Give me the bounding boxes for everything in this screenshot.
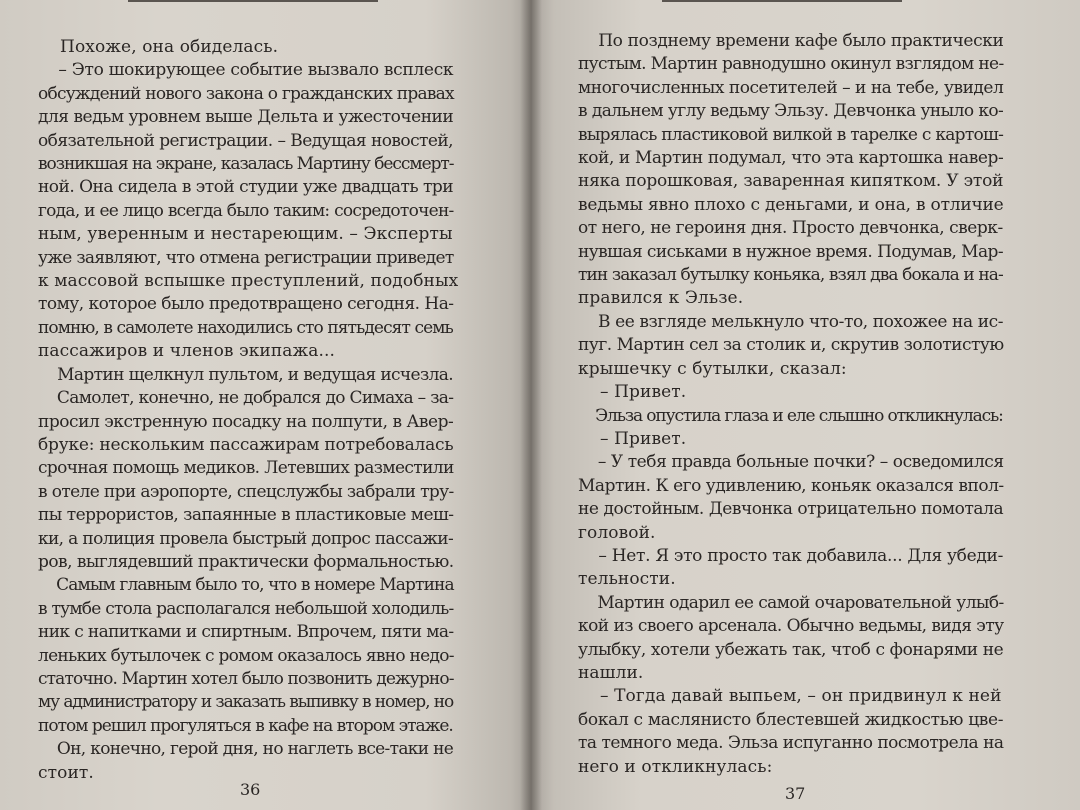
text-line: вырялась пластиковой вилкой в тарелке с картош- [578,124,1004,145]
text-line: к массовой вспышке преступлений, подобных [38,271,459,292]
text-line: ки, а полиция провела быстрый допрос пассажи- [38,528,454,549]
text-line: няка порошковая, заваренная кипятком. У этой [578,171,1004,192]
text-line: уже заявляют, что отмена регистрации приведет [38,247,454,268]
text-line: кой, и Мартин подумал, что эта картошка навер- [578,148,1004,169]
text-line: крышечку с бутылки, сказал: [578,358,847,379]
text-line: ным, уверенным и нестареющим. – Эксперты [38,224,453,245]
text-line: помню, в самолете находились сто пятьдесят семь [38,317,453,338]
text-line: пуг. Мартин сел за столик и, скрутив золотистую [578,335,1004,356]
text-line: – Тогда давай выпьем, – он придвинул к ней [578,686,1002,707]
text-line: леньких бутылочек с ромом оказалось явно недо- [38,645,454,666]
text-line: По позднему времени кафе было практически [578,31,1004,51]
top-rule-right [662,0,902,2]
text-line: многочисленных посетителей – и на тебе, увидел [578,77,1004,98]
text-line: в отеле при аэропорте, спецслужбы забрали тру- [38,481,454,502]
page-number-left: 36 [240,780,261,799]
text-line: му администратору и заказать выпивку в номер, но [38,692,454,713]
text-line: возникшая на экране, казалась Мартину бессмерт- [38,154,454,175]
text-line: кой из своего арсенала. Обычно ведьмы, видя эту [578,616,1004,637]
text-line: обязательной регистрации. – Ведущая новостей, [38,130,454,151]
left-page [0,0,532,810]
text-line: Эльза опустила глаза и еле слышно откликнулась: [578,405,1003,426]
text-line: тому, которое было предотвращено сегодня. На- [38,294,454,315]
text-line: срочная помощь медиков. Летевших разместили [38,458,454,479]
text-line: пустым. Мартин равнодушно окинул взглядом не- [578,54,1004,75]
right-page [532,0,1080,810]
text-line: нашли. [578,662,644,683]
text-line: просил экстренную посадку на полпути, в Авер- [38,411,454,432]
text-line: ров, выглядевший практически формальностью. [38,551,454,572]
text-line: головой. [578,522,656,543]
right-page-text [578,30,1008,779]
text-line: Похоже, она обиделась. [38,37,279,57]
text-line: обсуждений нового закона о гражданских правах [38,83,454,104]
text-line: года, и ее лицо всегда было таким: сосредоточен- [38,200,454,221]
top-rule-left [128,0,378,2]
text-line: – У тебя правда больные почки? – осведомился [578,452,1004,473]
text-line: правился к Эльзе. [578,288,744,309]
text-line: – Это шокирующее событие вызвало всплеск [38,60,454,81]
text-line: нувшая сиськами в нужное время. Подумав, Мар- [578,241,1003,262]
book-spine-shadow [520,0,542,810]
text-line: ведьмы явно плохо с деньгами, и она, в отличие [578,194,1004,215]
page-number-right: 37 [785,784,806,803]
text-line: пы террористов, запаянные в пластиковые меш- [38,505,454,526]
text-line: от него, не героиня дня. Просто девчонка, сверк- [578,218,1003,239]
text-line: Мартин щелкнул пультом, и ведущая исчезла. [38,364,454,385]
text-line: не достойным. Девчонка отрицательно помотала [578,499,1004,520]
text-line: потом решил прогуляться в кафе на втором этаже. [38,715,453,736]
text-line: статочно. Мартин хотел было позвонить дежурно- [38,668,454,689]
text-line: Он, конечно, герой дня, но наглеть все-таки не [38,739,454,760]
text-line: в тумбе стола располагался небольшой холодиль- [38,598,454,619]
text-line: ник с напитками и спиртным. Впрочем, пяти ма- [38,622,454,643]
text-line: – Нет. Я это просто так добавила... Для убеди- [578,545,1004,566]
text-line: тельности. [578,569,676,590]
text-line: – Привет. [578,428,687,449]
left-page-text [38,36,458,785]
text-line: тин заказал бутылку коньяка, взял два бокала и на- [578,265,1003,286]
text-line: бокал с маслянисто блестевшей жидкостью цве- [578,709,1004,730]
text-line: Мартин. К его удивлению, коньяк оказался впол- [578,475,1004,496]
text-line: для ведьм уровнем выше Дельта и ужесточении [38,107,454,128]
text-line: Мартин одарил ее самой очаровательной улыб- [578,592,1004,613]
text-line: пассажиров и членов экипажа... [38,341,336,362]
text-line: та темного меда. Эльза испуганно посмотрела на [578,733,1004,754]
text-line: В ее взгляде мелькнуло что-то, похожее на ис- [578,311,1004,332]
text-line: улыбку, хотели убежать так, чтоб с фонарями не [578,639,1004,660]
text-line: – Привет. [578,382,687,403]
text-line: стоит. [38,762,94,783]
text-line: бруке: нескольким пассажирам потребовалась [38,434,454,455]
text-line: Самолет, конечно, не добрался до Симаха – за- [38,388,454,409]
text-line: него и откликнулась: [578,756,773,777]
text-line: в дальнем углу ведьму Эльзу. Девчонка уныло ко- [578,101,1004,122]
text-line: Самым главным было то, что в номере Мартина [38,575,454,596]
text-line: ной. Она сидела в этой студии уже двадцать три [38,177,454,198]
